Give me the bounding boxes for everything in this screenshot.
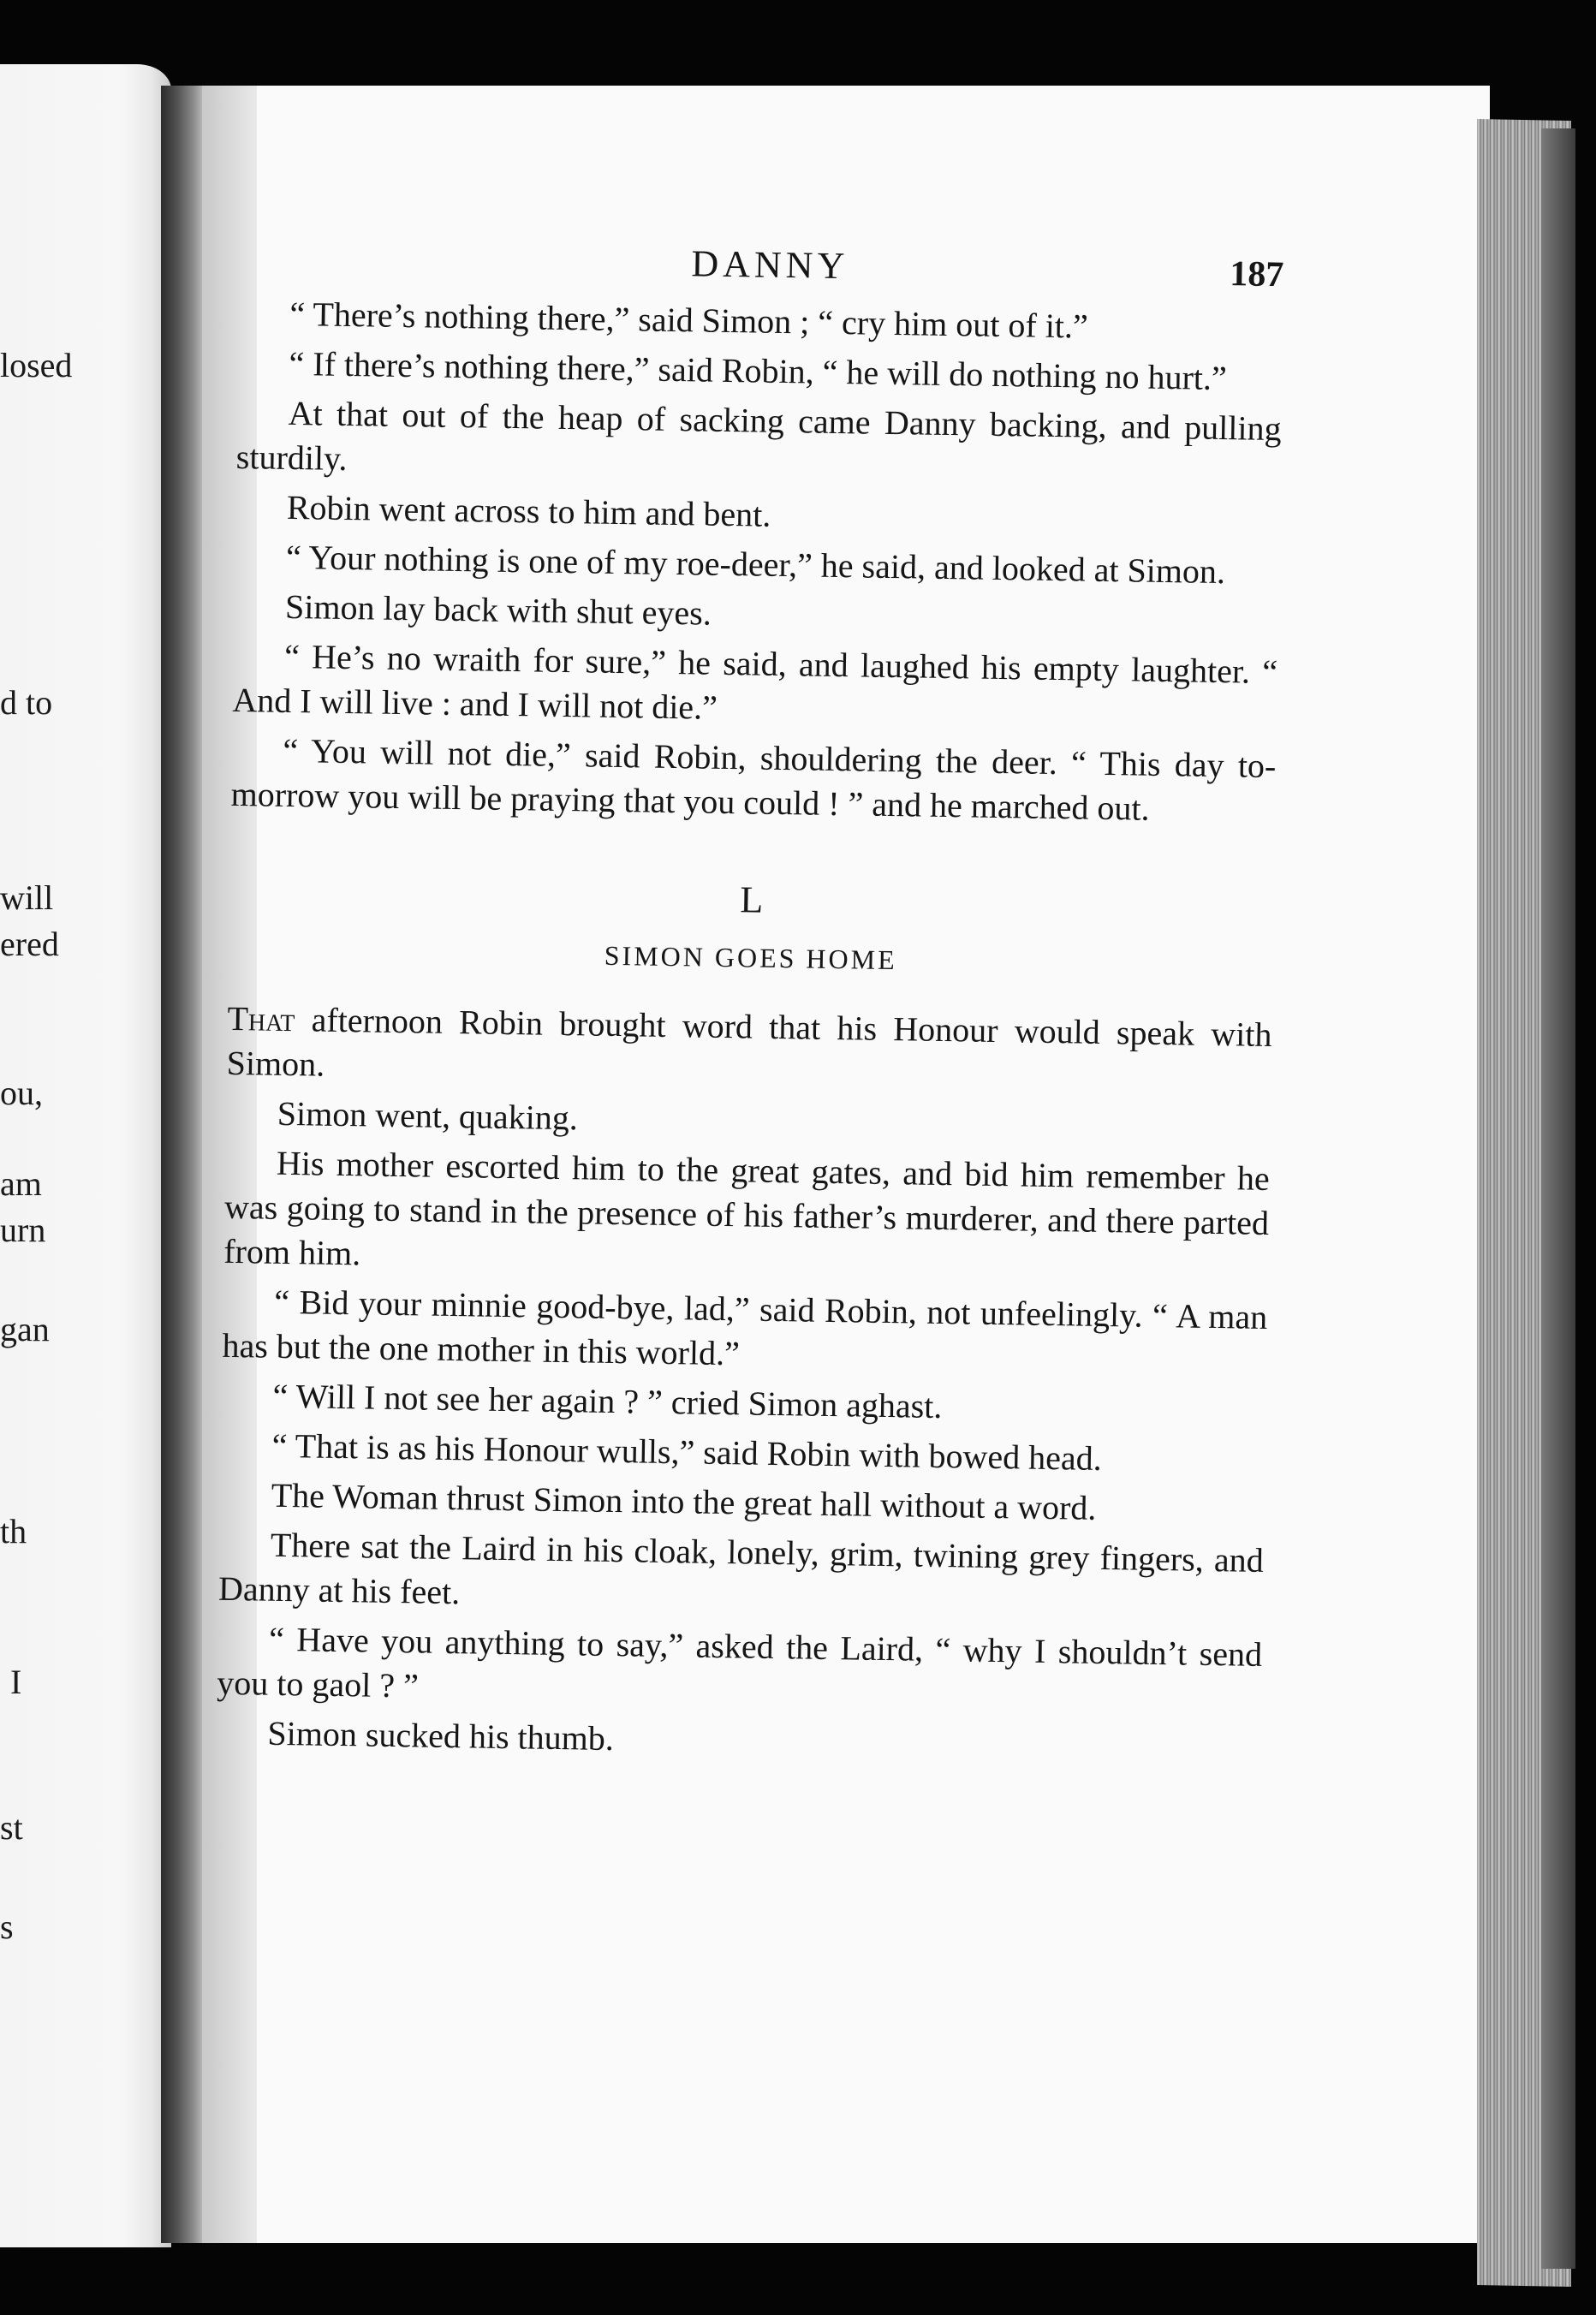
paragraph: “ There’s nothing there,” said Simon ; “ cry him out of it.” [289,294,1089,346]
paragraph: “ If there’s nothing there,” said Robin, “ he will do nothing no hurt.” [289,343,1228,398]
paragraph: “ Your nothing is one of my roe-deer,” he said, and looked at Simon. [285,537,1226,592]
paragraph: “ He’s no wraith for sure,” he said, and laughed his empty laughter. “ And I will live : and I will not die.” [232,636,1278,727]
left-page-fragment: gan [0,1310,50,1348]
running-head-title: DANNY [691,242,849,288]
page-number: 187 [1229,254,1284,295]
paragraph: “ Bid your minnie good-bye, lad,” said Robin, not unfeelingly. “ A man has but the one mother in this world.” [222,1282,1268,1373]
paragraph: Robin went across to him and bent. [286,487,771,534]
left-page-fragment: ered [0,925,59,963]
chapter-title: SIMON GOES HOME [604,939,897,976]
left-page-fragment: am [0,1164,42,1203]
paragraph: Simon went, quaking. [277,1093,579,1138]
paragraph: “ That is as his Honour wulls,” said Robin with bowed head. [271,1425,1103,1478]
chapter-opening-text: afternoon Robin brought word that his Honour would speak with Simon. [226,1000,1272,1084]
paragraph: The Woman thrust Simon into the great hall without a word. [271,1475,1097,1527]
left-page-fragment: s [0,1907,14,1946]
left-page [0,64,171,2247]
paragraph: “ Have you anything to say,” asked the Laird, “ why I shouldn’t send you to gaol ? ” [217,1619,1263,1705]
paragraph: There sat the Laird in his cloak, lonely, grim, twining grey fingers, and Danny at his feet. [217,1525,1265,1612]
paragraph: Simon sucked his thumb. [267,1713,615,1759]
paragraph: “ Will I not see her again ? ” cried Simon aghast. [272,1376,943,1426]
chapter-opening-lead-word: That [227,998,295,1039]
left-page-fragment: urn [0,1211,46,1249]
left-page-fragment: st [0,1808,23,1847]
left-page-fragment: losed [0,346,73,384]
paragraph: Simon lay back with shut eyes. [284,586,712,633]
chapter-opening-paragraph [226,997,1271,1102]
paragraph: “ You will not die,” said Robin, shouldering the deer. “ This day to-morrow you will be praying that you could ! ” and he marched out. [230,730,1277,828]
left-page-fragment: I [10,1663,22,1701]
page-edges-outer [1541,128,1575,2269]
left-page-fragment: will [0,878,54,917]
chapter-number: L [739,878,764,921]
left-page-fragment: d to [0,683,53,722]
paragraph: His mother escorted him to the great gates, and bid him remember he was going to stand in the presence of his father’s murderer, and there parted from him. [223,1143,1271,1273]
left-page-fragment: th [0,1512,27,1550]
paragraph: At that out of the heap of sacking came Danny backing, and pulling sturdily. [235,393,1282,479]
page-text-block [216,231,1284,1776]
left-page-fragment: ou, [0,1074,43,1112]
gutter-shadow [161,86,204,2243]
